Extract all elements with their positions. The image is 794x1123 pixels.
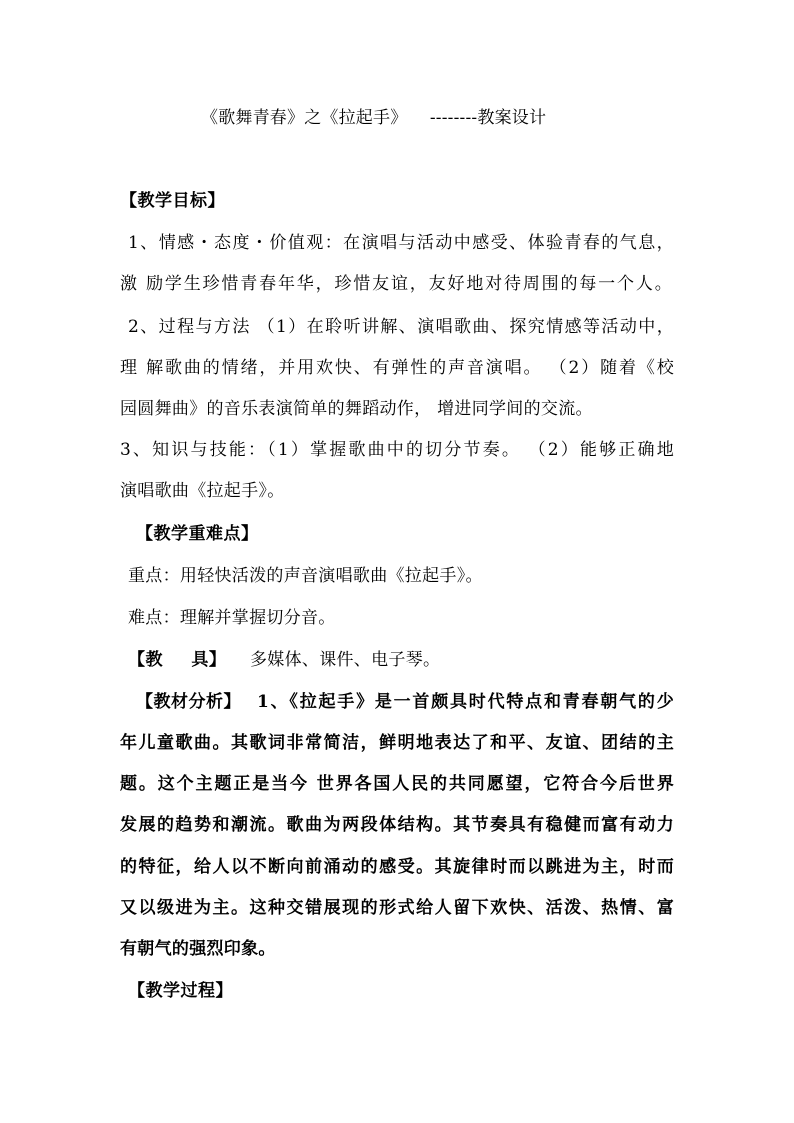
objective-skills-line-1: 3、知识与技能：（1）掌握歌曲中的切分节奏。 （2）能够正确地 — [120, 440, 674, 460]
analysis-heading: 【教材分析】 — [136, 692, 241, 712]
analysis-line-1: 1、《拉起手》是一首颇具时代特点和青春朝气的少 — [257, 692, 674, 712]
analysis-line-4: 发展的趋势和潮流。歌曲为两段体结构。其节奏具有稳健而富有动力 — [120, 815, 674, 835]
objective-emotion-line-1: 1、情感・态度・价值观：在演唱与活动中感受、体验青春的气息， — [128, 233, 674, 253]
key-point-difficulty: 难点：理解并掌握切分音。 — [128, 608, 336, 628]
objective-process-line-1: 2、过程与方法 （1）在聆听讲解、演唱歌曲、探究情感等活动中， — [128, 317, 674, 337]
key-point-focus: 重点：用轻快活泼的声音演唱歌曲《拉起手》。 — [128, 566, 483, 586]
tools-heading: 【教 具】 — [128, 650, 227, 670]
objective-skills-line-2: 演唱歌曲《拉起手》。 — [120, 481, 285, 501]
analysis-line-7: 有朝气的强烈印象。 — [120, 939, 276, 959]
objective-process-line-3: 园圆舞曲》的音乐表演简单的舞蹈动作， 增进同学间的交流。 — [120, 399, 593, 419]
analysis-line-3: 题。这个主题正是当今 世界各国人民的共同愿望，它符合今后世界 — [120, 774, 674, 794]
analysis-line-6: 又以级进为主。这种交错展现的形式给人留下欢快、活泼、热情、富 — [120, 898, 674, 918]
analysis-line-2: 年儿童歌曲。其歌词非常简洁，鲜明地表达了和平、友谊、团结的主 — [120, 733, 674, 753]
process-heading: 【教学过程】 — [128, 981, 233, 1001]
key-points-heading: 【教学重难点】 — [136, 524, 259, 544]
objectives-heading: 【教学目标】 — [120, 191, 225, 211]
objective-process-line-2: 理 解歌曲的情绪，并用欢快、有弹性的声音演唱。 （2）随着《校 — [120, 358, 674, 378]
analysis-line-5: 的特征，给人以不断向前涌动的感受。其旋律时而以跳进为主，时而 — [120, 857, 674, 877]
tools-content: 多媒体、课件、电子琴。 — [250, 650, 441, 670]
objective-emotion-line-2: 激 励学生珍惜青春年华，珍惜友谊，友好地对待周围的每一个人。 — [120, 274, 672, 294]
document-title: 《歌舞青春》之《拉起手》 --------教案设计 — [201, 108, 547, 128]
